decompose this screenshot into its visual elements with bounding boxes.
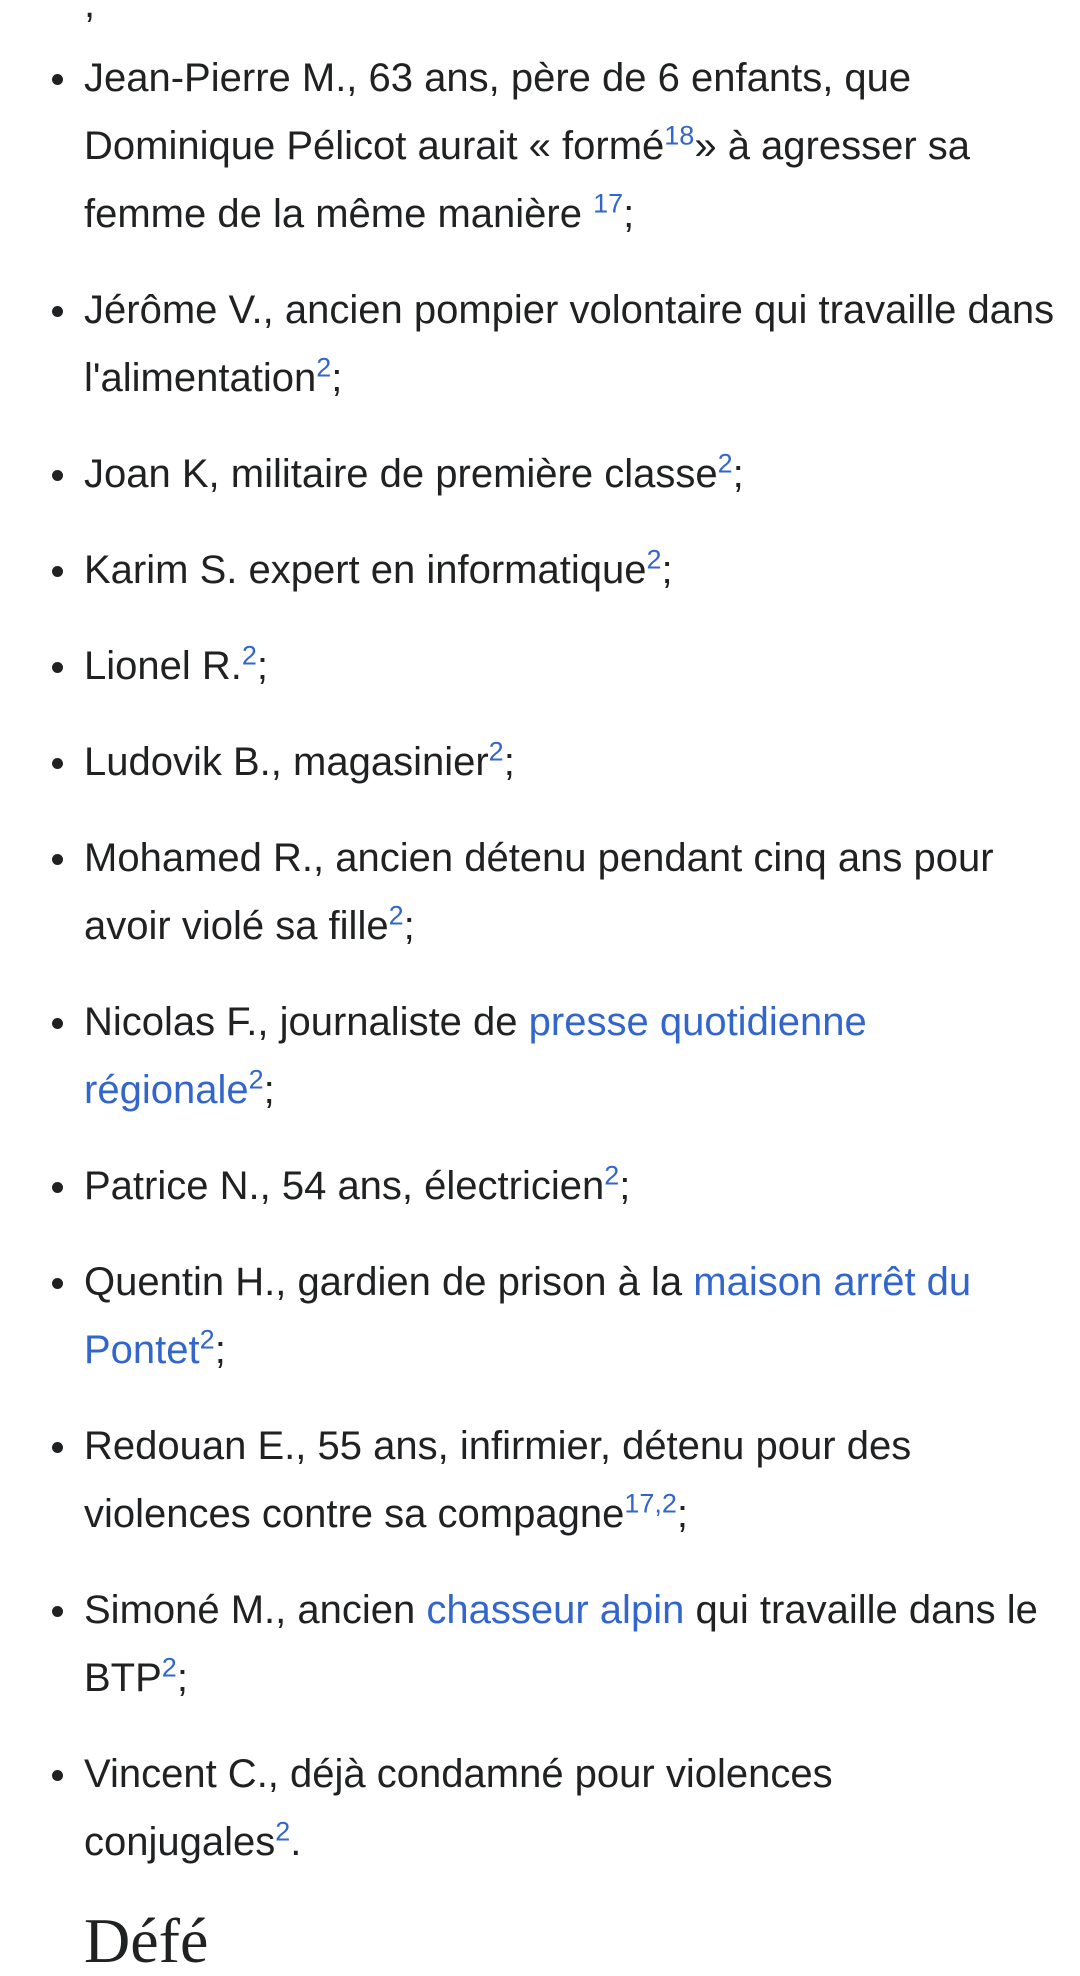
reference-link[interactable]: 17,2 [624,1488,677,1519]
item-text: ; [256,644,269,688]
bullet-icon [52,1770,63,1781]
reference-link[interactable]: 2 [248,1064,264,1095]
item-text: Joan K, militaire de première classe [84,452,718,496]
item-text: Quentin H., gardien de prison à la [84,1260,694,1304]
bullet-icon [52,566,63,577]
bullet-icon [52,306,63,317]
item-text: Lionel R. [84,644,242,688]
next-section-heading: Défé [84,1905,209,1976]
bullet-icon [52,662,63,673]
item-text: Simoné M., ancien [84,1588,427,1632]
item-text: Karim S. expert en informatique [84,548,647,592]
item-text: ; [214,1328,226,1372]
bullet-icon [52,1442,63,1453]
bullet-icon [52,470,63,481]
item-text: . [290,1820,302,1864]
list-item [0,728,1080,796]
item-text: ; [676,1492,688,1536]
item-text: ; [732,452,744,496]
reference-link[interactable]: 17 [593,188,624,219]
reference-link[interactable]: 2 [717,448,733,479]
item-text: ; [403,904,415,948]
list-item [0,1740,1080,1876]
reference-link[interactable]: 18 [664,120,695,151]
item-text: ; [263,1068,275,1112]
reference-link[interactable]: 2 [316,352,332,383]
item-text: Vincent C., déjà condamné pour violences conjugales [84,1752,833,1864]
item-text: Jean-Pierre M., 63 ans, père de 6 enfants, que Dominique Pélicot aurait « formé [84,56,912,168]
item-text: ; [661,548,673,592]
reference-link[interactable]: 2 [388,900,404,931]
item-text: qui travaille dans le BTP [84,1588,1038,1700]
item-text: ; [176,1656,188,1700]
item-text: Redouan E., 55 ans, infirmier, détenu pour des violences contre sa compagne [84,1424,912,1536]
wiki-link[interactable]: maison arrêt du Pontet [84,1260,972,1372]
item-text: » à agresser sa femme de la même manière [84,124,971,236]
item-text: Jérôme V., ancien pompier volontaire qui travaille dans l'alimentation [84,288,1055,400]
reference-link[interactable]: 2 [241,640,257,671]
list-item [0,44,1080,248]
list-item [0,440,1080,508]
item-text: Ludovik B., magasinier [84,740,489,784]
list-item [0,632,1080,700]
previous-item-fragment: , [84,0,96,26]
reference-link[interactable]: 2 [604,1160,620,1191]
list-item [0,276,1080,412]
item-text: ; [503,740,515,784]
item-text: ; [619,1164,631,1208]
wiki-link[interactable]: chasseur alpin [426,1588,685,1632]
bullet-icon [52,1182,63,1193]
reference-link[interactable]: 2 [275,1816,291,1847]
bullet-icon [52,74,63,85]
list-item [0,1248,1080,1384]
accused-list [0,44,1080,1904]
list-item [0,1576,1080,1712]
bullet-icon [52,758,63,769]
list-item [0,1412,1080,1548]
bullet-icon [52,1606,63,1617]
list-item [0,536,1080,604]
item-text: Patrice N., 54 ans, électricien [84,1164,605,1208]
item-text: ; [331,356,343,400]
reference-link[interactable]: 2 [488,736,504,767]
reference-link[interactable]: 2 [161,1652,177,1683]
list-item [0,824,1080,960]
bullet-icon [52,1278,63,1289]
wiki-link[interactable]: presse quotidienne régionale [84,1000,867,1112]
item-text: ; [623,192,635,236]
bullet-icon [52,854,63,865]
list-item [0,988,1080,1124]
reference-link[interactable]: 2 [199,1324,215,1355]
item-text: Mohamed R., ancien détenu pendant cinq ans pour avoir violé sa fille [84,836,994,948]
reference-link[interactable]: 2 [646,544,662,575]
item-text: Nicolas F., journaliste de [84,1000,529,1044]
bullet-icon [52,1018,63,1029]
list-item [0,1152,1080,1220]
